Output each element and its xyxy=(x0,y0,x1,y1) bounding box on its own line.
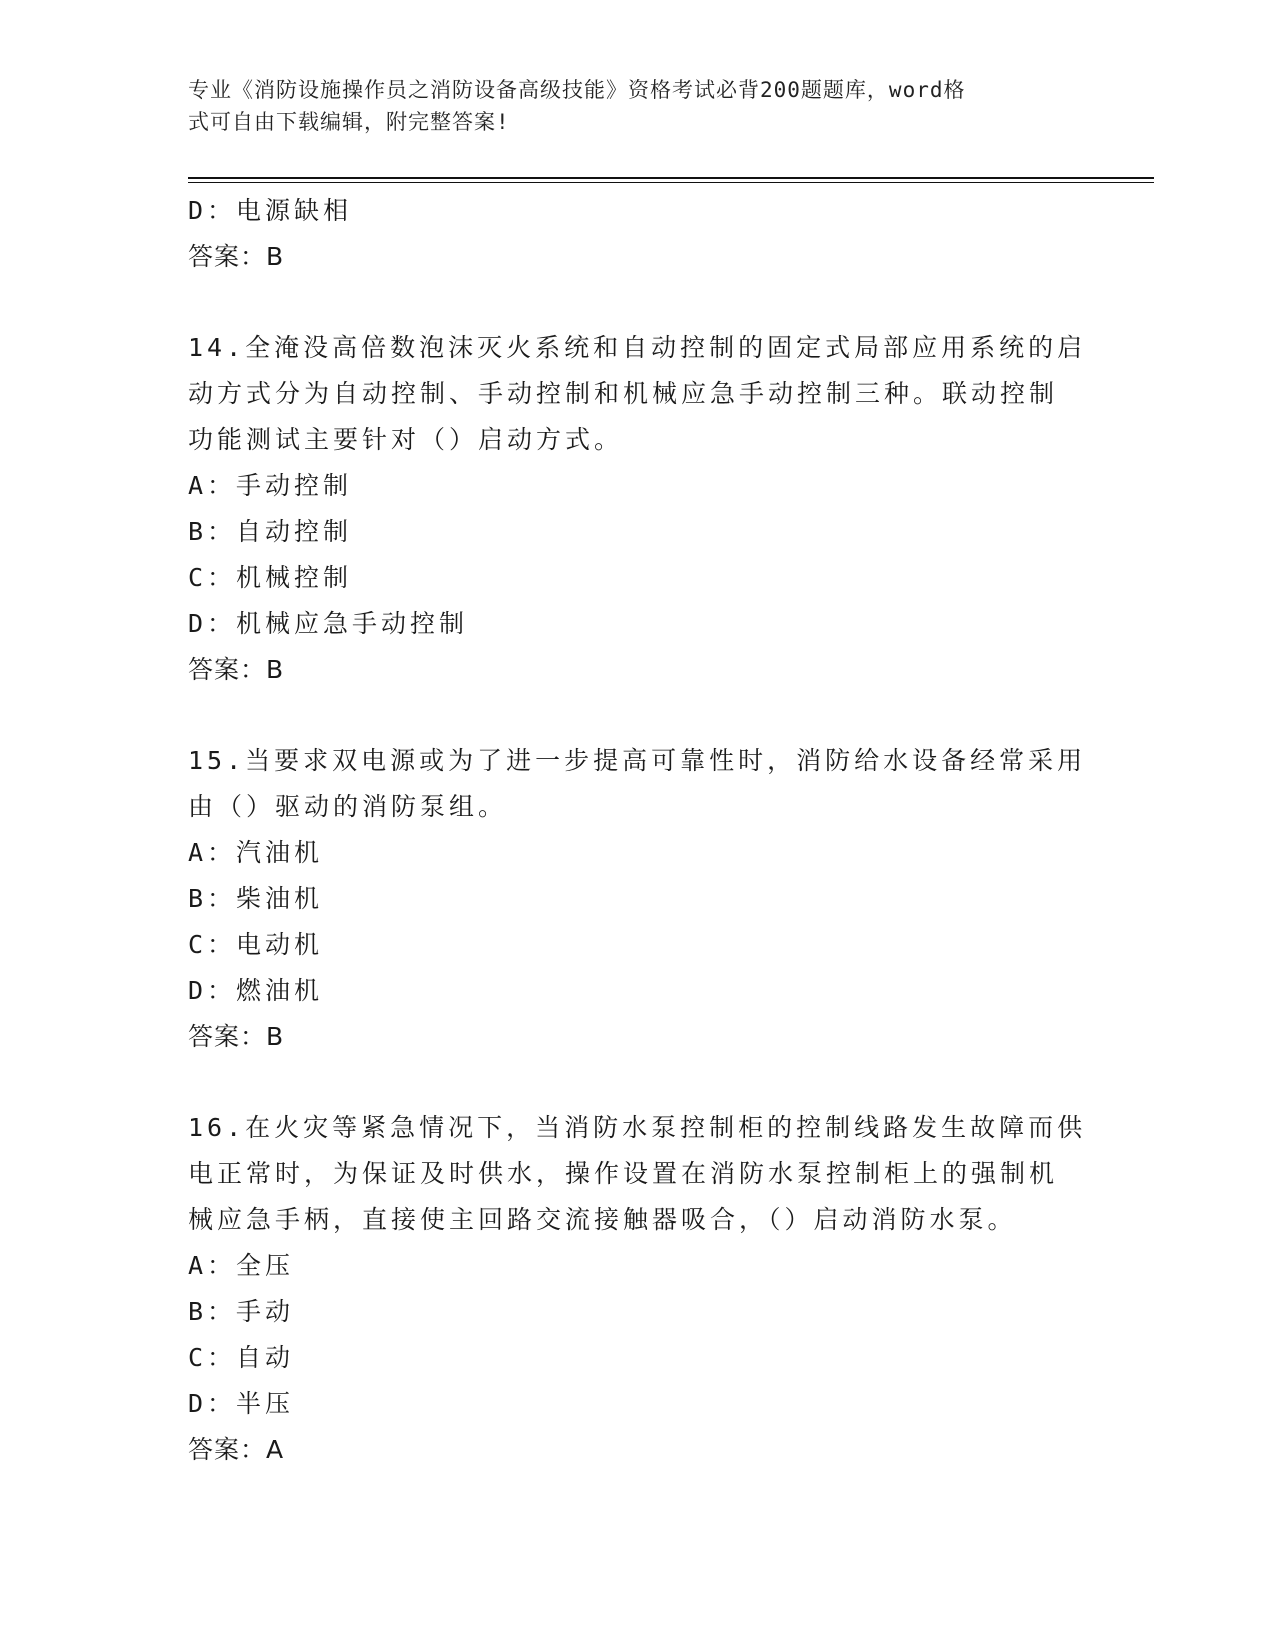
header-divider-thick xyxy=(188,177,1154,179)
question-text-line: 由（）驱动的消防泵组。 xyxy=(188,792,508,821)
option-a: A：全压 xyxy=(188,1251,295,1280)
header-divider-thin xyxy=(188,182,1154,183)
option-c: C：自动 xyxy=(188,1343,295,1372)
option-b: B：自动控制 xyxy=(188,517,353,546)
question-text-line: 械应急手柄，直接使主回路交流接触器吸合，（）启动消防水泵。 xyxy=(188,1205,1017,1234)
prev-option-d: D：电源缺相 xyxy=(188,196,353,225)
option-d: D：半压 xyxy=(188,1389,295,1418)
question-text-line: 14.全淹没高倍数泡沫灭火系统和自动控制的固定式局部应用系统的启 xyxy=(188,333,1087,362)
document-header xyxy=(188,74,1068,138)
question-15 xyxy=(188,738,1088,1060)
option-b: B：柴油机 xyxy=(188,884,324,913)
option-c: C：电动机 xyxy=(188,930,324,959)
option-c: C：机械控制 xyxy=(188,563,353,592)
option-a: A：汽油机 xyxy=(188,838,324,867)
question-text-line: 16.在火灾等紧急情况下，当消防水泵控制柜的控制线路发生故障而供 xyxy=(188,1113,1087,1142)
question-16 xyxy=(188,1105,1088,1473)
option-b: B：手动 xyxy=(188,1297,295,1326)
option-d: D：燃油机 xyxy=(188,976,324,1005)
prev-answer: 答案：B xyxy=(188,242,285,271)
question-text-line: 15.当要求双电源或为了进一步提高可靠性时，消防给水设备经常采用 xyxy=(188,746,1087,775)
question-text-line: 电正常时，为保证及时供水，操作设置在消防水泵控制柜上的强制机 xyxy=(188,1159,1059,1188)
answer: 答案：B xyxy=(188,1022,285,1051)
option-a: A：手动控制 xyxy=(188,471,353,500)
question-text-line: 动方式分为自动控制、手动控制和机械应急手动控制三种。联动控制 xyxy=(188,379,1059,408)
document-content xyxy=(188,188,1088,1473)
header-line-1: 专业《消防设施操作员之消防设备高级技能》资格考试必背200题题库，word格 xyxy=(188,78,966,102)
question-14 xyxy=(188,325,1088,693)
answer: 答案：B xyxy=(188,655,285,684)
option-d: D：机械应急手动控制 xyxy=(188,609,469,638)
question-text-line: 功能测试主要针对（）启动方式。 xyxy=(188,425,624,454)
header-line-2: 式可自由下载编辑，附完整答案! xyxy=(188,110,510,134)
answer: 答案：A xyxy=(188,1435,285,1464)
